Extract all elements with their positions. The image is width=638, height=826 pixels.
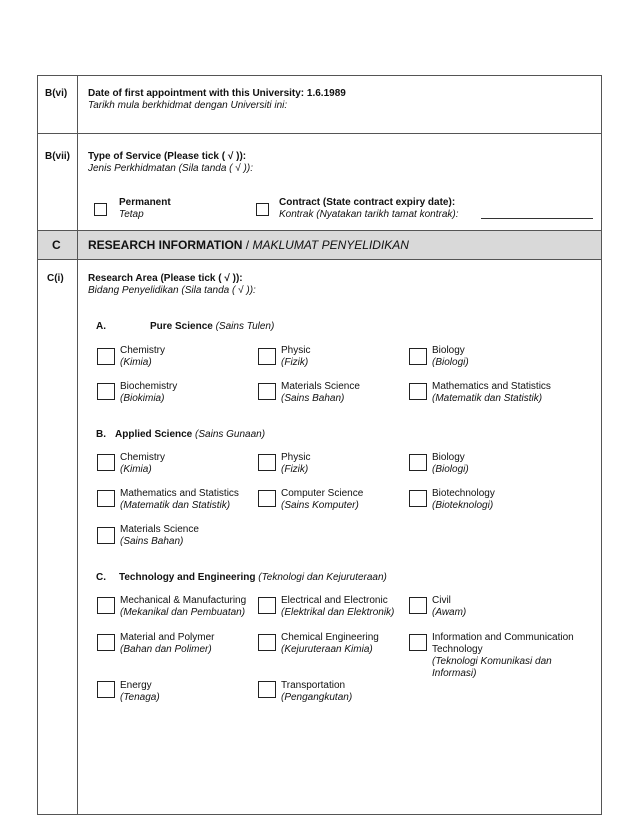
row-code-ci: C(i)	[47, 273, 64, 284]
checkbox-applied-physic[interactable]	[258, 454, 276, 471]
contract-expiry-date-field[interactable]	[481, 218, 593, 219]
option-tech-ict: Information and Communication Technology (Teknologi Komunikasi dan Informasi)	[432, 632, 574, 679]
permanent-label: Permanent	[119, 197, 171, 208]
checkbox-tech-ict[interactable]	[409, 634, 427, 651]
option-tech-energy: Energy (Tenaga)	[120, 680, 160, 703]
checkbox-applied-biology[interactable]	[409, 454, 427, 471]
option-tech-mechanical: Mechanical & Manufacturing (Mekanikal dan Pembuatan)	[120, 595, 247, 618]
group-a-letter: A.	[96, 321, 106, 332]
permanent-checkbox[interactable]	[94, 203, 107, 216]
checkbox-tech-chemical-engineering[interactable]	[258, 634, 276, 651]
service-type-label-ms: Jenis Perkhidmatan (Sila tanda ( √ )):	[88, 163, 253, 174]
section-c-title: RESEARCH INFORMATION / MAKLUMAT PENYELIDIKAN	[88, 238, 409, 252]
checkbox-tech-electrical[interactable]	[258, 597, 276, 614]
option-pure-biochemistry: Biochemistry (Biokimia)	[120, 381, 178, 404]
option-applied-mathematics: Mathematics and Statistics (Matematik dan Statistik)	[120, 488, 239, 511]
checkbox-tech-transportation[interactable]	[258, 681, 276, 698]
appointment-date-label: Date of first appointment with this University: 1.6.1989	[88, 88, 346, 99]
option-applied-chemistry: Chemistry (Kimia)	[120, 452, 166, 475]
checkbox-pure-biochemistry[interactable]	[97, 383, 115, 400]
option-applied-materials-science: Materials Science (Sains Bahan)	[120, 524, 199, 547]
checkbox-pure-mathematics[interactable]	[409, 383, 427, 400]
checkbox-tech-material-polymer[interactable]	[97, 634, 115, 651]
option-pure-biology: Biology (Biologi)	[432, 345, 469, 368]
option-tech-electrical: Electrical and Electronic (Elektrikal dan Elektronik)	[281, 595, 395, 618]
row-divider	[37, 230, 602, 231]
checkbox-pure-chemistry[interactable]	[97, 348, 115, 365]
column-divider	[77, 75, 78, 815]
column-divider	[77, 230, 78, 259]
checkbox-tech-mechanical[interactable]	[97, 597, 115, 614]
checkbox-pure-physic[interactable]	[258, 348, 276, 365]
option-pure-physic: Physic (Fizik)	[281, 345, 311, 368]
group-b-heading: Applied Science (Sains Gunaan)	[115, 429, 266, 440]
row-code-bvi: B(vi)	[45, 88, 68, 99]
option-tech-material-polymer: Material and Polymer (Bahan dan Polimer)	[120, 632, 215, 655]
row-code-bvii: B(vii)	[45, 151, 70, 162]
checkbox-tech-energy[interactable]	[97, 681, 115, 698]
checkbox-pure-biology[interactable]	[409, 348, 427, 365]
option-applied-biotechnology: Biotechnology (Bioteknologi)	[432, 488, 495, 511]
section-c-code: C	[52, 238, 61, 252]
contract-label-ms: Kontrak (Nyatakan tarikh tamat kontrak):	[279, 209, 459, 220]
form-table	[37, 75, 602, 815]
checkbox-applied-computer-science[interactable]	[258, 490, 276, 507]
option-pure-chemistry: Chemistry (Kimia)	[120, 345, 166, 368]
option-applied-biology: Biology (Biologi)	[432, 452, 469, 475]
checkbox-applied-mathematics[interactable]	[97, 490, 115, 507]
checkbox-applied-chemistry[interactable]	[97, 454, 115, 471]
option-tech-transportation: Transportation (Pengangkutan)	[281, 680, 353, 703]
checkbox-pure-materials-science[interactable]	[258, 383, 276, 400]
service-type-label: Type of Service (Please tick ( √ )):	[88, 151, 247, 162]
group-b-letter: B.	[96, 429, 106, 440]
checkbox-applied-biotechnology[interactable]	[409, 490, 427, 507]
group-a-heading: Pure Science (Sains Tulen)	[150, 321, 275, 332]
research-area-label-ms: Bidang Penyelidikan (Sila tanda ( √ )):	[88, 285, 256, 296]
group-c-heading: Technology and Engineering (Teknologi dan Kejuruteraan)	[119, 572, 387, 583]
option-applied-physic: Physic (Fizik)	[281, 452, 311, 475]
row-divider	[37, 259, 602, 260]
option-tech-civil: Civil (Awam)	[432, 595, 467, 618]
group-c-letter: C.	[96, 572, 106, 583]
research-area-label: Research Area (Please tick ( √ )):	[88, 273, 243, 284]
row-divider	[37, 133, 602, 134]
contract-label: Contract (State contract expiry date):	[279, 197, 456, 208]
option-pure-mathematics: Mathematics and Statistics (Matematik dan Statistik)	[432, 381, 551, 404]
appointment-date-label-ms: Tarikh mula berkhidmat dengan Universiti ini:	[88, 100, 288, 111]
checkbox-tech-civil[interactable]	[409, 597, 427, 614]
option-tech-chemical-engineering: Chemical Engineering (Kejuruteraan Kimia)	[281, 632, 379, 655]
option-applied-computer-science: Computer Science (Sains Komputer)	[281, 488, 364, 511]
option-pure-materials-science: Materials Science (Sains Bahan)	[281, 381, 360, 404]
contract-checkbox[interactable]	[256, 203, 269, 216]
checkbox-applied-materials-science[interactable]	[97, 527, 115, 544]
permanent-label-ms: Tetap	[119, 209, 144, 220]
